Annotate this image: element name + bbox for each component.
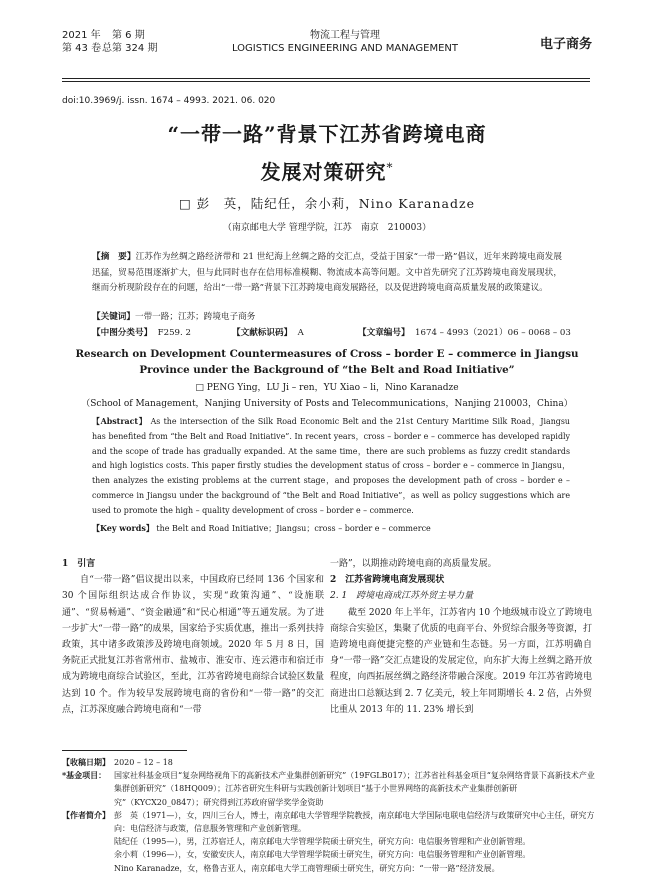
title-text: 发展对策研究 xyxy=(260,160,387,184)
doc-value: A xyxy=(297,328,304,338)
article-label: 【文章编号】 xyxy=(358,328,410,338)
received-value: 2020 – 12 – 18 xyxy=(114,758,173,767)
footnotes xyxy=(62,756,602,875)
fund-label: *基金项目： xyxy=(62,770,107,781)
abstract-en xyxy=(92,415,570,519)
keywords-en xyxy=(92,523,570,534)
header-rule-thin xyxy=(62,81,590,82)
article-code xyxy=(358,326,571,338)
bio-label: 【作者简介】 xyxy=(62,809,110,820)
fund-info xyxy=(62,769,602,809)
bio-nino: Nino Karanadze，女，格鲁吉亚人，南京邮电大学工商管理硕士研究生，研究方向：“一带一路”经济发展。 xyxy=(114,863,500,873)
header-rule xyxy=(62,78,590,79)
bio-yu: 余小莉（1996—），女，安徽安庆人，南京邮电大学管理学院硕士研究生，研究方向：电信服务管理和产业创新管理。 xyxy=(114,850,531,860)
body-column-right xyxy=(330,556,592,718)
english-title-line1: Research on Development Countermeasures of Cross – border E – commerce in Jiangsu xyxy=(75,348,579,360)
clc-code xyxy=(92,326,191,338)
abstract-en-text: As the intersection of the Silk Road Economic Belt and the 21st Century Maritime Silk Road，Jiangsu has benefited from “the Belt and Road Initiative”. In recent years，cross – border e – commerce has developed rapidly and the scope of trade has gradually expanded. At the same time，there are such problems as fuzzy credit standards and high logistics costs. This paper firstly studies the development status of cross – border e – commerce in Jiangsu，then analyzes the existing problems at the current stage，and proposes the development path of cross – border e – commerce in Jiangsu under the background of “the Belt and Road Initiative”，as well as policy suggestions which are used to promote the high – quality development of cross – border e – commerce. xyxy=(92,417,570,515)
year: 2021 年 xyxy=(62,30,101,41)
author-bio xyxy=(62,809,602,875)
paper-title-line1: “一带一路”背景下江苏省跨境电商 xyxy=(167,122,487,146)
journal-name-cn: 物流工程与管理 xyxy=(310,30,380,41)
abstract-en-label: 【Abstract】 xyxy=(92,417,148,426)
authors-en: □ PENG Ying，LU Ji – ren，YU Xiao – li，Nino Karanadze xyxy=(195,383,459,393)
english-title-line2: Province under the Background of “the Belt and Road Initiative” xyxy=(139,364,515,376)
keywords-cn xyxy=(92,310,562,322)
keywords-cn-label: 【关键词】 xyxy=(92,312,135,322)
affiliation-cn: （南京邮电大学 管理学院，江苏 南京 210003） xyxy=(222,223,432,233)
doi: doi:10.3969/j. issn. 1674 – 4993. 2021. 06. 020 xyxy=(62,96,276,106)
bio-lu: 陆纪任（1995—），男，江苏宿迁人，南京邮电大学管理学院硕士研究生，研究方向：电信服务管理和产业创新管理。 xyxy=(114,837,531,847)
section-1-paragraph: 自“一带一路”倡议提出以来，中国政府已经同 136 个国家和 30 个国际组织达成合作协议，实现“政策沟通”、“设施联通”、“贸易畅通”、“资金融通”和“民心相通”等五通发展。为了进一步扩大“一带一路”的成果，国家给予实质优惠，推出一系列扶持政策，其中诸多政策涉及跨境电商领域。2020 年 5 月 8 日，国务院正式批复江苏省常州市、盐城市、淮安市、连云港市和宿迁市成为跨境电商综合试验区，至此，江苏省跨境电商综合试验区数量达到 10 个。作为较早发展跨境电商的省份和“一带一路”的交汇点，江苏深度融合跨境电商和“一带 xyxy=(62,575,324,715)
section-1-continuation: 一路”，以期推动跨境电商的高质量发展。 xyxy=(330,559,497,569)
bio-lines xyxy=(114,809,602,875)
bio-peng: 彭 英（1971—），女，四川三台人，博士，南京邮电大学管理学院教授，南京邮电大学国际电联电信经济与政策研究中心主任，研究方向：电信经济与政策，信息服务管理和产业创新管理。 xyxy=(114,810,595,834)
section-2-heading: 2 江苏省跨境电商发展现状 xyxy=(330,575,445,586)
issue-info xyxy=(62,29,157,55)
total-issue: 总第 324 期 xyxy=(102,43,158,54)
doc-label: 【文献标识码】 xyxy=(232,328,293,338)
authors-cn: □ 彭 英，陆纪任，余小莉，Nino Karanadze xyxy=(179,196,475,211)
keywords-cn-text: 一带一路；江苏；跨境电子商务 xyxy=(134,312,256,322)
subsection-2-1-paragraph: 截至 2020 年上半年，江苏省内 10 个地级城市设立了跨境电商综合实验区，集聚了优质的电商平台、外贸综合服务等资源，打造跨境电商便捷完整的产业链和生态链。另一方面，江苏明确自身“一带一路”交汇点建设的发展定位，向东扩大海上丝绸之路开放程度，向西拓展丝绸之路经济带融合深度。2019 年江苏省跨境电商进出口总额达到 2. 7 亿美元，较上年同期增长 4. 2 倍，占外贸比重从 2013 年的 11. 23% 增长到 xyxy=(330,607,592,715)
received-label: 【收稿日期】 xyxy=(62,757,110,767)
journal-name-en: LOGISTICS ENGINEERING AND MANAGEMENT xyxy=(231,43,459,54)
body-column-left xyxy=(62,556,324,718)
footnote-rule xyxy=(62,750,187,751)
keywords-en-text: the Belt and Road Initiative；Jiangsu；cross – border e – commerce xyxy=(153,524,431,533)
section-name: 电子商务 xyxy=(540,37,593,52)
journal-name xyxy=(190,29,500,55)
article-value: 1674 – 4993（2021）06 – 0068 – 03 xyxy=(415,328,571,338)
volume: 第 43 卷 xyxy=(62,43,102,54)
abstract-cn xyxy=(92,250,562,297)
subsection-2-1-heading: 2. 1 跨境电商成江苏外贸主导力量 xyxy=(330,591,474,602)
abstract-cn-label: 【摘 要】 xyxy=(92,252,136,262)
doc-code xyxy=(232,326,304,338)
keywords-en-label: 【Key words】 xyxy=(92,523,154,533)
title-footnote-star: * xyxy=(386,160,394,175)
clc-label: 【中图分类号】 xyxy=(92,328,153,338)
affiliation-en: （School of Management，Nanjing University of Posts and Telecommunications，Nanjing 210003，China） xyxy=(81,399,573,409)
issue-number: 第 6 期 xyxy=(112,30,145,41)
received-date xyxy=(62,756,602,769)
section-1-heading: 1 引言 xyxy=(62,559,96,569)
clc-value: F259. 2 xyxy=(157,328,191,338)
paper-title-line2 xyxy=(62,156,592,185)
fund-text: 国家社科基金项目“复杂网络视角下的高新技术产业集群创新研究”（19FGLB017）；江苏省社科基金项目“复杂网络背景下高新技术产业集群创新研究”（18HQ009）；江苏省研究生科研与实践创新计划项目“基于小世界网络的高新技术产业集群创新研究”（KYCX20_0847）；研究得到江苏政府留学奖学金资助 xyxy=(114,771,595,807)
abstract-cn-text: 江苏作为丝绸之路经济带和 21 世纪海上丝绸之路的交汇点，受益于国家“一带一路”倡议，近年来跨境电商发展迅猛，贸易范围逐渐扩大，但与此同时也存在信用标准模糊、物流成本高等问题。文中首先研究了江苏跨境电商发展现状，继而分析现阶段存在的问题，给出“一带一路”背景下江苏跨境电商发展路径，以及促进跨境电商高质量发展的政策建议。 xyxy=(92,252,562,294)
